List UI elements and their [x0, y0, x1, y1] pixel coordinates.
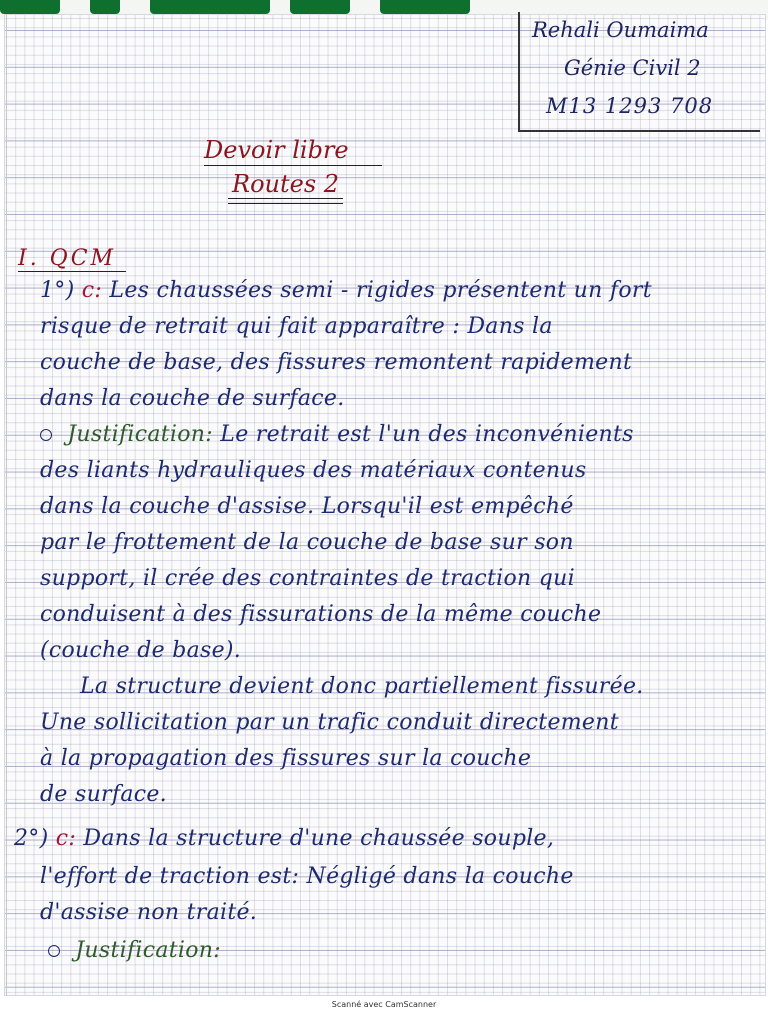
- title-underline: [204, 165, 382, 166]
- q2-line: l'effort de traction est: Négligé dans la couche: [40, 864, 574, 889]
- q2-line: [14, 826, 734, 851]
- q2-number: 2°): [14, 826, 49, 851]
- banner-shape: [150, 0, 270, 14]
- q1-justification-line: par le frottement de la couche de base sur son: [40, 530, 574, 555]
- student-program: Génie Civil 2: [564, 56, 701, 80]
- q1-justification-text: Le retrait est l'un des inconvénients: [220, 422, 634, 447]
- student-id: M13 1293 708: [546, 94, 714, 118]
- assignment-subtitle: Routes 2: [232, 170, 340, 198]
- q2-answer: c:: [55, 826, 77, 851]
- banner-shape: [380, 0, 470, 14]
- q1-justification-line: conduisent à des fissurations de la même couche: [40, 602, 602, 627]
- q1-number: 1°): [40, 278, 75, 303]
- q1-justification-line: Une sollicitation par un trafic conduit directement: [40, 710, 619, 735]
- q1-answer: c:: [81, 278, 103, 303]
- q1-justification-line: support, il crée des contraintes de traction qui: [40, 566, 575, 591]
- q1-justification-line: à la propagation des fissures sur la couche: [40, 746, 532, 771]
- q1-text: Les chaussées semi - rigides présentent un fort: [109, 278, 652, 303]
- banner-shape: [0, 0, 60, 14]
- q2-text: Dans la structure d'une chaussée souple,: [83, 826, 555, 851]
- assignment-title: Devoir libre: [204, 136, 349, 164]
- q1-line: couche de base, des fissures remontent rapidement: [40, 350, 633, 375]
- subtitle-underline: [228, 203, 343, 204]
- q1-justification-line: de surface.: [40, 782, 167, 807]
- banner-shape: [90, 0, 120, 14]
- student-name: Rehali Oumaima: [532, 18, 709, 42]
- q1-justification-label: Justification:: [67, 422, 213, 447]
- q2-line: d'assise non traité.: [40, 900, 258, 925]
- margin-line: [6, 14, 7, 996]
- banner-shape: [290, 0, 350, 14]
- section-underline: [18, 271, 126, 272]
- section-heading: I. QCM: [18, 246, 117, 271]
- q2-justification-label: Justification:: [75, 938, 221, 963]
- subtitle-underline: [228, 198, 343, 199]
- q1-line: [40, 278, 760, 303]
- q1-justification-line: [40, 422, 760, 447]
- q1-justification-line: La structure devient donc partiellement fissurée.: [80, 674, 644, 699]
- q1-justification-line: (couche de base).: [40, 638, 242, 663]
- q1-justification-line: dans la couche d'assise. Lorsqu'il est empêché: [40, 494, 574, 519]
- q1-justification-line: des liants hydrauliques des matériaux contenus: [40, 458, 587, 483]
- bullet-icon: [40, 429, 52, 441]
- q1-line: risque de retrait qui fait apparaître : Dans la: [40, 314, 553, 339]
- bullet-icon: [48, 945, 60, 957]
- q1-line: dans la couche de surface.: [40, 386, 345, 411]
- q2-justification-line: [48, 938, 768, 963]
- scanner-watermark: Scanné avec CamScanner: [331, 1000, 437, 1009]
